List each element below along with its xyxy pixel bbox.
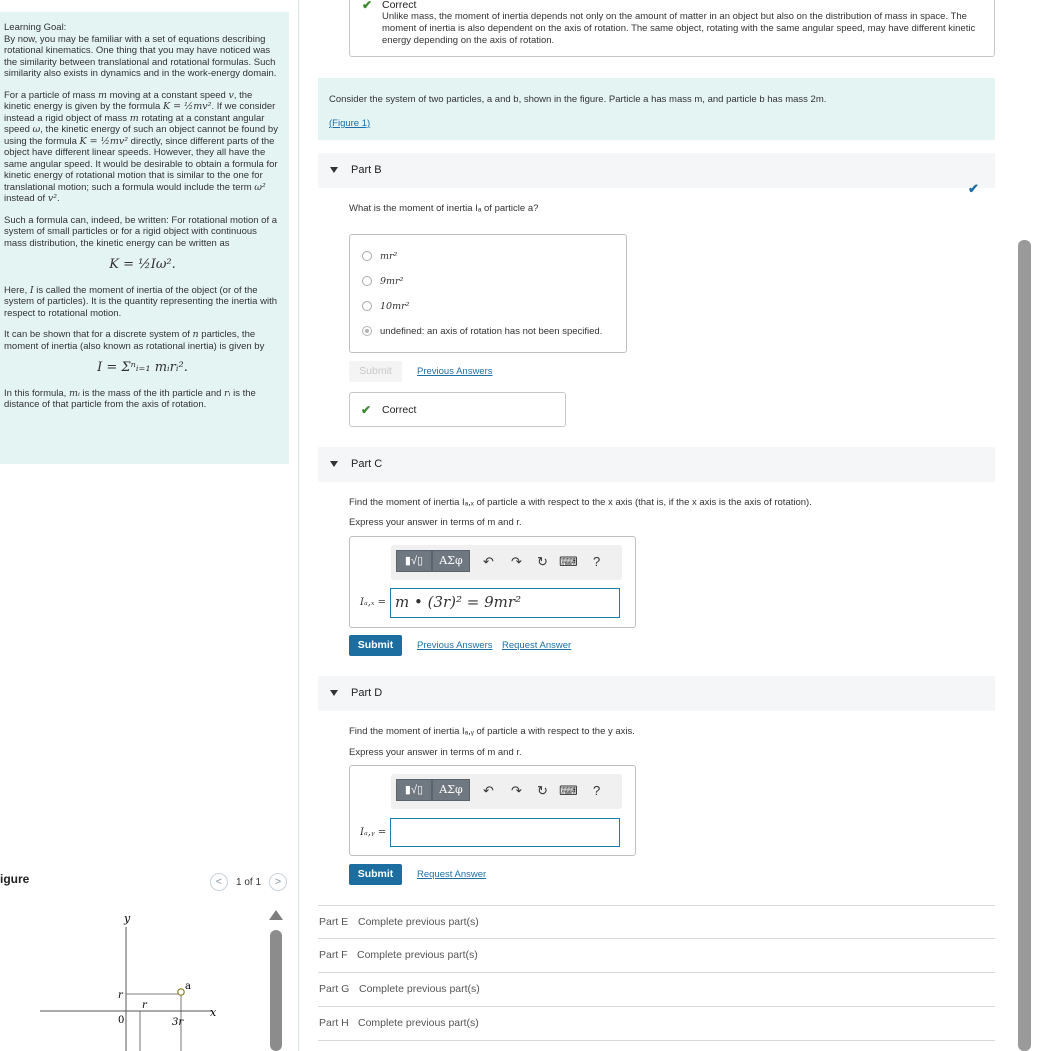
part-label: Part E — [319, 916, 349, 928]
rotational-ke-equation: K = ½Iω². — [109, 257, 176, 272]
answer-label: Iₐ,ᵧ = — [360, 827, 387, 838]
symbol: ω — [32, 124, 41, 135]
part-label: Part F — [319, 949, 348, 961]
text: is the distance of that particle from the axis of rotation. — [4, 387, 256, 410]
templates-button[interactable]: ▮√▯ — [396, 550, 432, 572]
greek-symbols-button[interactable]: ΑΣφ — [432, 550, 470, 572]
symbol: v — [228, 89, 234, 101]
feedback-title: Correct — [382, 0, 417, 11]
particle-figure — [30, 905, 230, 1051]
keyboard-icon[interactable]: ⌨ — [559, 783, 578, 798]
part-b-choices — [349, 234, 627, 353]
part-status: Complete previous part(s) — [357, 949, 478, 961]
figure-title: igure — [0, 872, 30, 886]
learning-goal-panel — [0, 12, 289, 464]
collapse-triangle-icon — [330, 167, 338, 173]
particle-a — [178, 989, 184, 995]
r-label: r — [118, 990, 123, 1001]
kinetic-energy-paragraph: For a particle of mass m moving at a constant speed v, the kinetic energy is given by the formula K = ½mv². If we consider instead a rigid object of mass m rotating at a constant angular speed ω, the kinetic energy of such an object cannot be found by using the formula K = ½mv² directly, since different parts of the object have different linear speeds. However, they all have the same angular speed. It would be desirable to obtain a formula for kinetic energy of rotational motion that is similar to the one for translational motion; such a formula would include the term ω² instead of v². — [4, 89, 278, 204]
figure-scroll-up[interactable] — [269, 910, 283, 920]
part-b-feedback — [349, 392, 566, 427]
text: , the kinetic energy of such an object cannot be found by using the formula — [4, 124, 278, 147]
symbol: n — [192, 329, 199, 340]
moment-inertia-paragraph — [4, 285, 281, 320]
previous-part-feedback — [349, 0, 995, 57]
collapse-triangle-icon — [330, 461, 338, 467]
checkmark-icon: ✔ — [361, 403, 372, 417]
locked-part-h[interactable] — [318, 1007, 995, 1041]
keyboard-icon[interactable]: ⌨ — [559, 554, 578, 569]
choice-label: mr² — [380, 251, 398, 262]
symbol: v² — [47, 193, 58, 204]
submit-button[interactable]: Submit — [349, 635, 402, 656]
learning-goal-heading: Learning Goal: — [4, 22, 67, 33]
part-d-instruction: Express your answer in terms of m and r. — [349, 747, 522, 758]
part-status: Complete previous part(s) — [359, 983, 480, 995]
part-c-instruction: Express your answer in terms of m and r. — [349, 517, 522, 528]
part-c-header[interactable] — [318, 447, 995, 482]
formula-explanation-paragraph — [4, 388, 281, 411]
answer-label: Iₐ,ₓ = — [360, 597, 386, 608]
previous-answers-link[interactable]: Previous Answers — [417, 366, 493, 377]
checkmark-icon: ✔ — [362, 0, 373, 12]
reset-icon[interactable]: ↻ — [537, 783, 548, 798]
templates-button[interactable]: ▮√▯ — [396, 779, 432, 801]
text: It can be shown that for a discrete system of — [4, 329, 193, 340]
part-b-question: What is the moment of inertia Iₐ of particle a? — [349, 203, 539, 214]
figure-scrollbar[interactable] — [270, 930, 282, 1051]
part-label: Part H — [319, 1017, 349, 1029]
formula: K = ½mv² — [79, 135, 129, 147]
math-toolbar — [391, 774, 622, 809]
text: directly, since different parts of the object have different linear speeds. However, they all have the same angular speed. It would be desirable to obtain a formula for kinetic energy of rotational motion that is similar to the one for translational motion; such a formula would include the term — [4, 135, 278, 193]
panel-divider — [298, 0, 299, 1051]
radio-button[interactable] — [362, 276, 372, 286]
text: rotating at a constant angular speed — [4, 112, 265, 135]
choice-label: undefined: an axis of rotation has not been specified. — [380, 326, 603, 337]
text: , the kinetic energy is given by the formula — [4, 89, 253, 112]
x-axis-label: x — [210, 1006, 217, 1019]
text: particles, the moment of inertia (also known as rotational inertia) is given by — [4, 329, 265, 352]
origin-label: 0 — [118, 1015, 125, 1026]
submit-button[interactable]: Submit — [349, 864, 402, 885]
r-label: r — [142, 1000, 147, 1011]
text: instead of — [4, 193, 48, 204]
part-title: Part C — [351, 458, 383, 470]
answer-input[interactable]: m • (3r)² = 9mr² — [390, 588, 620, 618]
radio-button[interactable] — [362, 301, 372, 311]
symbol: rᵢ — [224, 387, 231, 399]
context-text: Consider the system of two particles, a and b, shown in the figure. Particle a has mass m, and particle b has mass 2m. — [329, 94, 827, 105]
previous-answers-link[interactable]: Previous Answers — [417, 640, 493, 651]
locked-part-e[interactable] — [318, 905, 995, 939]
part-d-question: Find the moment of inertia Iₐ,ᵧ of particle a with respect to the y axis. — [349, 726, 635, 737]
submit-button[interactable]: Submit — [349, 361, 402, 382]
greek-symbols-button[interactable]: ΑΣφ — [432, 779, 470, 801]
symbol: I — [29, 284, 34, 296]
text: Here, — [4, 284, 30, 296]
radio-button-selected[interactable] — [362, 326, 372, 336]
learning-goal-paragraph — [4, 22, 281, 80]
text: moving at a constant speed — [107, 89, 229, 101]
text: is called the moment of inertia of the object (or of the system of particles). It is the quantity representing the inertia with respect to rotational motion. — [4, 284, 277, 319]
particle-a-label: a — [185, 981, 191, 992]
symbol: m — [97, 89, 107, 101]
part-complete-check-icon: ✔ — [968, 181, 979, 196]
request-answer-link[interactable]: Request Answer — [502, 640, 572, 651]
three-r-label: 3r — [172, 1017, 184, 1028]
reset-icon[interactable]: ↻ — [537, 554, 548, 569]
y-axis-label: y — [124, 912, 131, 925]
symbol: mᵢ — [68, 387, 80, 399]
part-d-header[interactable] — [318, 676, 995, 711]
figure-link[interactable]: (Figure 1) — [329, 118, 371, 129]
formula: K = ½mv² — [162, 101, 212, 112]
locked-part-g[interactable] — [318, 973, 995, 1007]
symbol: ω² — [254, 181, 266, 193]
text: In this formula, — [4, 387, 69, 399]
text: . If we consider instead a rigid object of mass — [4, 101, 276, 124]
feedback-title: Correct — [382, 404, 417, 416]
chevron-right-icon: > — [274, 876, 282, 888]
chevron-left-icon: < — [215, 876, 223, 888]
rotational-ke-paragraph: Such a formula can, indeed, be written: For rotational motion of a system of small particles or for a rigid object with continuous mass distribution, the kinetic energy can be written as — [4, 214, 278, 249]
part-title: Part D — [351, 687, 383, 699]
help-icon[interactable]: ? — [593, 554, 601, 569]
figure-pager: 1 of 1 — [236, 877, 262, 888]
discrete-system-paragraph — [4, 329, 281, 352]
radio-button[interactable] — [362, 251, 372, 261]
part-c-answer-box — [349, 536, 636, 628]
text: For a particle of mass — [4, 89, 98, 101]
part-d-answer-box — [349, 765, 636, 856]
locked-part-f[interactable] — [318, 939, 995, 973]
part-status: Complete previous part(s) — [358, 1017, 479, 1029]
collapse-triangle-icon — [330, 690, 338, 696]
problem-context — [318, 78, 995, 140]
undo-icon[interactable]: ↶ — [483, 554, 494, 569]
part-b-header[interactable] — [318, 153, 995, 188]
part-label: Part G — [319, 983, 350, 995]
learning-goal-text: By now, you may be familiar with a set of equations describing rotational kinematics. One thing that you may have noticed was the similarity between translational and rotational formulas. Such similarity also exists in dynamics and in the work-energy domain. — [4, 33, 277, 79]
figure-next-button[interactable] — [269, 873, 287, 891]
choice-label: 10mr² — [380, 301, 410, 312]
redo-icon[interactable]: ↷ — [511, 554, 522, 569]
redo-icon[interactable]: ↷ — [511, 783, 522, 798]
figure-prev-button[interactable] — [210, 873, 228, 891]
undo-icon[interactable]: ↶ — [483, 783, 494, 798]
math-toolbar — [391, 545, 622, 580]
feedback-text: Unlike mass, the moment of inertia depends not only on the amount of matter in an object but also on the distribution of mass in space. The moment of inertia is also dependent on the axis of rotation. The same object, rotating with the same angular speed, may have different kinetic energy depending on the axis of rotation. — [382, 11, 976, 46]
help-icon[interactable]: ? — [593, 783, 601, 798]
symbol: m — [129, 112, 139, 124]
answer-input[interactable] — [390, 818, 620, 847]
text: is the mass of the ith particle and — [79, 387, 225, 399]
request-answer-link[interactable]: Request Answer — [417, 869, 487, 880]
moment-inertia-equation: I = Σⁿᵢ₌₁ mᵢrᵢ². — [97, 360, 188, 375]
part-status: Complete previous part(s) — [358, 916, 479, 928]
choice-label: 9mr² — [380, 276, 404, 287]
page-scrollbar[interactable] — [1018, 240, 1031, 1051]
part-c-question: Find the moment of inertia Iₐ,ₓ of particle a with respect to the x axis (that is, if the x axis is the axis of rotation). — [349, 497, 812, 508]
part-title: Part B — [351, 164, 382, 176]
